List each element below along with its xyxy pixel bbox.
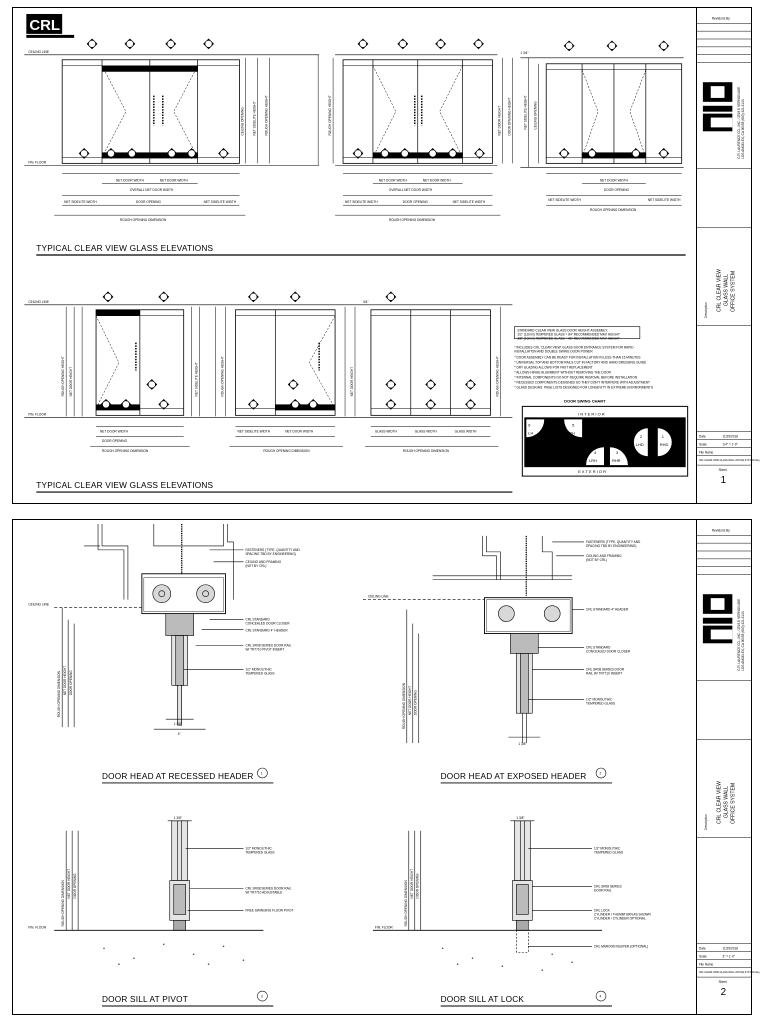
detail-head-exposed — [363, 536, 584, 743]
file-value: CRL-CLEAR-VIEW-GLASS-WALL-OFFICE-SYSTEM.dwg — [698, 460, 760, 463]
net-door-width-label-3: NET DOOR WIDTH — [378, 178, 407, 183]
swing-code-lh: LH — [528, 430, 534, 436]
sheet-number-2: 2 — [720, 986, 727, 998]
sheet-label: Sheet — [718, 468, 727, 473]
project-title-line-1-s2: CRL CLEAR VIEW — [716, 781, 723, 824]
net-sidelite-width-label-2: NET SIDELITE WIDTH — [203, 200, 237, 205]
scale-value-2: 3" = 1'-0" — [722, 954, 736, 959]
company-line-2: LOS ANGELES, CA 90058 (800) 421-6144 — [741, 99, 746, 159]
note-he-0: FASTENERS (TYPE, QUANTITY AND — [586, 539, 641, 544]
file-label: File Name — [698, 450, 714, 455]
detail-ref-4 — [596, 991, 606, 1001]
door-opening-label-d1: DOOR OPENING — [69, 670, 74, 696]
glass-width-label-2: GLASS WIDTH — [414, 429, 437, 434]
note-he-4: CRL STANDARD 4" HEADER — [586, 607, 629, 612]
rough-opening-height-label: ROUGH OPENING HEIGHT — [264, 95, 269, 136]
note-sl-4: CRL LOCK — [594, 908, 610, 913]
net-door-width-label-4: NET DOOR WIDTH — [422, 178, 451, 183]
elevations-drawing — [13, 8, 697, 503]
net-door-width-label-1: NET DOOR WIDTH — [115, 178, 144, 183]
details-drawing — [13, 520, 697, 1014]
note-hr-3: (NOT BY CRL) — [245, 563, 267, 568]
note-line-8: * ALLOWS HINGE ALIGNMENT WITHOUT REMOVING THE DOOR — [514, 370, 611, 375]
note-line-3: * INCLUDES CRL 'CLEAR VIEW' GLASS DOOR ENTRANCE SYSTEM FOR RAPID — [514, 345, 634, 350]
title-block-logo — [703, 82, 732, 131]
rough-opening-height-label-4: ROUGH OPENING HEIGHT — [220, 356, 225, 397]
rough-opening-dimension-label-3: ROUGH OPENING DIMENSION — [590, 208, 637, 213]
rough-opening-dim-label-d2: ROUGH OPENING DIMENSION — [401, 682, 406, 730]
title-block-2 — [696, 520, 760, 1014]
elevation-title-1: TYPICAL CLEAR VIEW GLASS ELEVATIONS — [36, 244, 214, 254]
overall-net-door-width-label: OVERALL NET DOOR WIDTH — [129, 188, 174, 193]
note-line-6: * UNIVERSAL TOP AND BOTTOM RAILS CUT IN FACTORY AND HAND DRESSING GUIDE — [514, 360, 647, 365]
drawing-sheet-2 — [12, 519, 760, 1015]
dim-1-38-d3: 1 3/8" — [173, 815, 182, 820]
detail-sill-pivot — [54, 821, 263, 931]
top-callouts — [79, 39, 669, 159]
scale-value: 1/4" = 1'-0" — [722, 442, 738, 447]
svg-text:2: 2 — [599, 771, 602, 776]
net-door-height-label-d3: NET DOOR HEIGHT — [67, 868, 72, 899]
note-line-9: * INTERNAL COMPONENTS DO NOT REQUIRE REMOVAL BEFORE INSTALLATION — [514, 375, 638, 380]
title-block-logo-2 — [703, 594, 732, 643]
note-sl-6: CYLINDER / CYLINDER OPTIONAL — [594, 916, 646, 921]
door-opening-height-label: DOOR OPENING HEIGHT — [507, 97, 512, 136]
net-door-height-label-d1: NET DOOR HEIGHT — [63, 665, 68, 696]
net-door-height-label-2: NET DOOR HEIGHT — [69, 366, 74, 397]
swing-code-rhd: RHD — [659, 442, 669, 448]
note-hr-2: CEILING AND FRAMING — [245, 559, 282, 564]
swing-code-rh: RH — [569, 430, 575, 436]
note-hr-7: CRL SR08 SERIES DOOR RAIL — [245, 643, 292, 648]
net-door-height-label-d4: NET DOOR HEIGHT — [409, 868, 414, 899]
file-value-2: CRL-CLEAR-VIEW-GLASS-WALL-OFFICE-SYSTEM.dwg — [698, 972, 760, 975]
dim-3-34-label: 3/4" — [362, 299, 369, 304]
net-door-width-label-6: NET DOOR WIDTH — [100, 429, 128, 434]
rough-opening-dimension-label-4: ROUGH OPENING DIMENSION — [102, 449, 149, 454]
glass-width-label-3: GLASS WIDTH — [454, 429, 477, 434]
svg-text:4: 4 — [599, 994, 602, 999]
drawing-sheet-1 — [12, 7, 760, 504]
note-hr-9: 1/2" MONOLITHIC — [245, 667, 272, 672]
project-title-line-3-s2: OFFICE SYSTEM — [730, 782, 737, 824]
ceiling-opening-label-2: CEILING OPENING — [533, 101, 538, 130]
rough-opening-dim-label-d3: ROUGH OPENING DIMENSION — [61, 880, 66, 927]
note-hr-1: SPACING TBD BY ENGINEERING) — [245, 551, 296, 556]
note-sp-4: FREE SWINGING FLOOR PIVOT — [245, 908, 294, 913]
note-he-7: CRL SR08 SERIES DOOR — [586, 667, 625, 672]
scale-label-2: Scale — [698, 954, 707, 959]
ceiling-opening-label: CEILING OPENING — [240, 107, 245, 136]
file-label-2: File Name — [698, 962, 714, 967]
sheet-label-2: Sheet — [718, 979, 727, 984]
notes-sill-pivot — [245, 847, 293, 913]
net-sidelite-height-label-3: NET SIDELITE HEIGHT — [194, 362, 199, 397]
rough-opening-height-label-2: ROUGH OPENING HEIGHT — [328, 95, 333, 136]
note-line-4: INSTALLATION AND DOUBLE SWING DOOR POWER — [514, 349, 593, 354]
notes-head-recessed — [245, 548, 300, 676]
description-label: Description — [703, 302, 708, 318]
note-line-0: STANDARD CLEAR VIEW GLASS DOOR HEIGHT ASSEMBLY: — [517, 328, 608, 333]
net-door-height-label: NET DOOR HEIGHT — [497, 105, 502, 136]
note-he-1: SPACING TBD BY ENGINEERING) — [586, 543, 637, 548]
project-title-line-1: CRL CLEAR VIEW — [716, 269, 723, 312]
door-opening-label-d3: DOOR OPENING — [73, 873, 78, 899]
notes-box — [514, 327, 653, 390]
detail-title-2: DOOR HEAD AT EXPOSED HEADER — [440, 771, 587, 781]
notes-head-exposed — [586, 540, 641, 705]
note-he-5: CRL STANDARD — [586, 645, 611, 650]
overall-net-door-width-label-2: OVERALL NET DOOR WIDTH — [388, 188, 433, 193]
rough-opening-dimension-label-1: ROUGH OPENING DIMENSION — [119, 218, 167, 223]
dim-1-38-d2: 1 3/8" — [518, 742, 527, 747]
sheet-number: 1 — [720, 474, 727, 486]
description-label-2: Description — [703, 814, 708, 830]
floor-hatch-2 — [442, 947, 573, 971]
note-he-2: CEILING AND FRAMING — [586, 553, 622, 558]
company-line-2-s2: LOS ANGELES, CA 90058 (800) 421-6144 — [741, 611, 746, 671]
svg-text:1: 1 — [260, 771, 263, 776]
top-elevations — [24, 55, 683, 215]
net-door-width-label-5: NET DOOR WIDTH — [600, 178, 628, 183]
door-swing-chart — [522, 398, 687, 476]
floor-hatch-1 — [103, 943, 244, 965]
rough-opening-dimension-label-2: ROUGH OPENING DIMENSION — [388, 218, 436, 223]
door-opening-label-d2: DOOR OPENING — [413, 690, 418, 716]
swing-code-lhd: LHD — [635, 442, 644, 448]
rough-opening-height-label-3: ROUGH OPENING HEIGHT — [61, 356, 66, 397]
swing-num-4: 4 — [594, 450, 597, 456]
net-sidelite-width-label-3: NET SIDELITE WIDTH — [345, 200, 378, 205]
fin-floor-label-d3: FIN. FLOOR — [28, 925, 47, 930]
door-opening-label-d4: DOOR OPENING — [415, 873, 420, 899]
date-value: 11/29/2018 — [722, 434, 738, 439]
detail-ref-1 — [257, 768, 267, 778]
note-sl-2: CRL SR08 SERIES — [594, 884, 622, 889]
door-opening-label-3: DOOR OPENING — [603, 188, 630, 193]
note-sl-5: CYLINDER / THUMBTURN AS SHOWN — [594, 912, 651, 917]
company-line-1: C.R. LAURENCE CO., INC. / 2503 E VERNON AVE — [737, 86, 742, 159]
swing-num-3: 3 — [615, 450, 619, 456]
rough-opening-height-label-5: ROUGH OPENING HEIGHT — [495, 356, 500, 397]
note-he-8: RAIL W/ TR7710 INSERT — [586, 671, 623, 676]
door-opening-label-2: DOOR OPENING — [402, 200, 428, 205]
ceiling-line-label-d2: CEILING LINE — [367, 594, 389, 599]
ceiling-line-label-d1: CEILING LINE — [28, 602, 49, 607]
dim-1-38-d1: 1 3/8" — [173, 722, 182, 727]
scale-label: Scale — [698, 442, 707, 447]
door-opening-label-4: DOOR OPENING — [102, 439, 128, 444]
note-sl-7: CRL MAROON KEEPER (OPTIONAL) — [594, 944, 649, 949]
door-swing-chart-title: DOOR SWING CHART — [564, 398, 606, 404]
note-he-9: 1/2" MONOLITHIC — [586, 697, 613, 702]
elevation-title-2: TYPICAL CLEAR VIEW GLASS ELEVATIONS — [36, 481, 214, 491]
detail-title-4: DOOR SILL AT LOCK — [440, 995, 525, 1005]
note-line-10: * RECESSED COMPONENTS DESIGNED SO THEY DON'T INTERFERE WITH ADJUSTMENT — [514, 380, 650, 385]
net-door-width-label-7: NET DOOR WIDTH — [285, 429, 314, 434]
note-hr-0: FASTENERS (TYPE, QUANTITY AND — [245, 547, 300, 552]
detail-title-3: DOOR SILL AT PIVOT — [102, 995, 188, 1005]
ceiling-line-label-2: CEILING LINE — [28, 299, 49, 304]
rough-opening-dim-label-d4: ROUGH OPENING DIMENSION — [403, 880, 408, 927]
svg-text:3: 3 — [260, 994, 263, 999]
fin-floor-label-d4: FIN. FLOOR — [374, 925, 393, 930]
net-door-width-label-2: NET DOOR WIDTH — [159, 178, 188, 183]
note-hr-10: TEMPERED GLASS — [245, 671, 275, 676]
note-hr-5: CONCEALED DOOR CLOSER — [245, 621, 290, 626]
note-line-11: * GLASS DESIGNS: PAGE LISTS DESIGNED FOR LONGEVITY IN EXTREME ENVIRONMENTS — [514, 385, 653, 390]
note-line-2: 3/8" (10mm) TEMPERED GLASS = 96" RECOMMENDED MAX HEIGHT — [517, 336, 620, 341]
project-title-line-2-s2: GLASS WALL — [723, 785, 730, 819]
net-sidelite-width-label-5: NET SIDELITE WIDTH — [548, 198, 581, 203]
fin-floor-label: FIN. FLOOR — [28, 160, 47, 165]
swing-num-2: 2 — [639, 434, 643, 440]
swing-num-6: 6 — [528, 422, 531, 428]
note-he-10: TEMPERED GLASS — [586, 701, 616, 706]
date-label-2: Date — [698, 946, 706, 951]
swing-num-5: 5 — [572, 422, 575, 428]
rough-opening-dimension-label-5: ROUGH OPENING DIMENSION — [263, 449, 310, 454]
door-swing-interior: I N T E R I O R — [578, 411, 605, 417]
rough-opening-dim-label-d1: ROUGH OPENING DIMENSION — [57, 671, 62, 718]
net-sidelite-width-label-4: NET SIDELITE WIDTH — [452, 200, 486, 205]
net-sidelite-height-label: NET SIDELITE HEIGHT — [252, 101, 257, 136]
swing-code-rhr: RHR — [611, 458, 621, 464]
revisions-label-2: Revisions By — [711, 528, 730, 533]
revisions-label: Revisions By — [711, 16, 730, 21]
note-line-1: 1/2" (12mm) TEMPERED GLASS = 84" RECOMMENDED MAX HEIGHT — [517, 332, 620, 337]
note-line-7: * DRY GLAZING ALLOWS FOR FAST REPLACEMENT — [514, 365, 593, 370]
note-sp-3: W/ TR7710 ADJUSTABLE — [245, 890, 283, 895]
note-sl-1: TEMPERED GLASS — [594, 850, 624, 855]
rough-opening-dimension-label-6: ROUGH OPENING DIMENSION — [402, 449, 449, 454]
note-hr-8: W/ TR7710 PIVOT INSERT — [245, 647, 285, 652]
dim-1-38-d4: 1 3/8" — [516, 815, 525, 820]
ceiling-line-label: CEILING LINE — [28, 49, 49, 54]
note-line-5: * DOOR ASSEMBLY CAN BE READY FOR INSTALLATION IN LESS THAN 15 MINUTES — [514, 355, 641, 360]
note-he-6: CONCEALED DOOR CLOSER — [586, 649, 631, 654]
project-title-line-2: GLASS WALL — [723, 273, 730, 307]
company-line-1-s2: C.R. LAURENCE CO., INC. / 2503 E VERNON AVE — [737, 598, 742, 671]
door-swing-exterior: E X T E R I O R — [578, 469, 606, 475]
dim-4-d1: 4" — [177, 732, 181, 737]
dim-1-34-label: 1 3/4" — [520, 50, 529, 55]
note-sl-0: 1/2" MONOLITHIC — [594, 846, 621, 851]
detail-title-1: DOOR HEAD AT RECESSED HEADER — [102, 771, 254, 781]
project-title-line-3: OFFICE SYSTEM — [730, 270, 737, 312]
net-sidelite-width-label-1: NET SIDELITE WIDTH — [64, 200, 97, 205]
detail-ref-3 — [257, 991, 267, 1001]
net-sidelite-width-label-7: NET SIDELITE WIDTH — [237, 429, 271, 434]
net-door-height-label-d2: NET DOOR HEIGHT — [407, 685, 412, 716]
net-door-height-label-3: NET DOOR HEIGHT — [350, 366, 355, 397]
note-hr-6: CRL STANDARD 4" HEADER — [245, 628, 288, 633]
title-block-1 — [696, 8, 760, 503]
detail-ref-2 — [596, 768, 606, 778]
note-sp-0: 1/2" MONOLITHIC — [245, 846, 272, 851]
bottom-elevations — [24, 305, 512, 446]
date-value-2: 11/29/2018 — [722, 946, 738, 951]
date-label: Date — [698, 434, 706, 439]
note-sp-1: TEMPERED GLASS — [245, 850, 275, 855]
crl-logo — [26, 14, 74, 38]
note-he-3: (NOT BY CRL) — [586, 557, 608, 562]
note-sp-2: CRL SR08 SERIES DOOR RAIL — [245, 886, 292, 891]
swing-code-lrh: LRH — [589, 458, 598, 464]
note-sl-3: DOOR RAIL — [594, 888, 612, 893]
net-sidelite-height-label-2: NET SIDELITE HEIGHT — [523, 95, 528, 130]
detail-head-recessed — [54, 524, 243, 729]
notes-sill-lock — [594, 847, 651, 949]
fin-floor-label-2: FIN. FLOOR — [28, 412, 47, 417]
net-sidelite-width-label-6: NET SIDELITE WIDTH — [647, 198, 681, 203]
svg-text:CRL: CRL — [29, 16, 60, 34]
swing-num-1: 1 — [661, 434, 664, 440]
note-hr-4: CRL STANDARD — [245, 617, 270, 622]
door-opening-label-1: DOOR OPENING — [135, 200, 161, 205]
glass-width-label-1: GLASS WIDTH — [374, 429, 397, 434]
